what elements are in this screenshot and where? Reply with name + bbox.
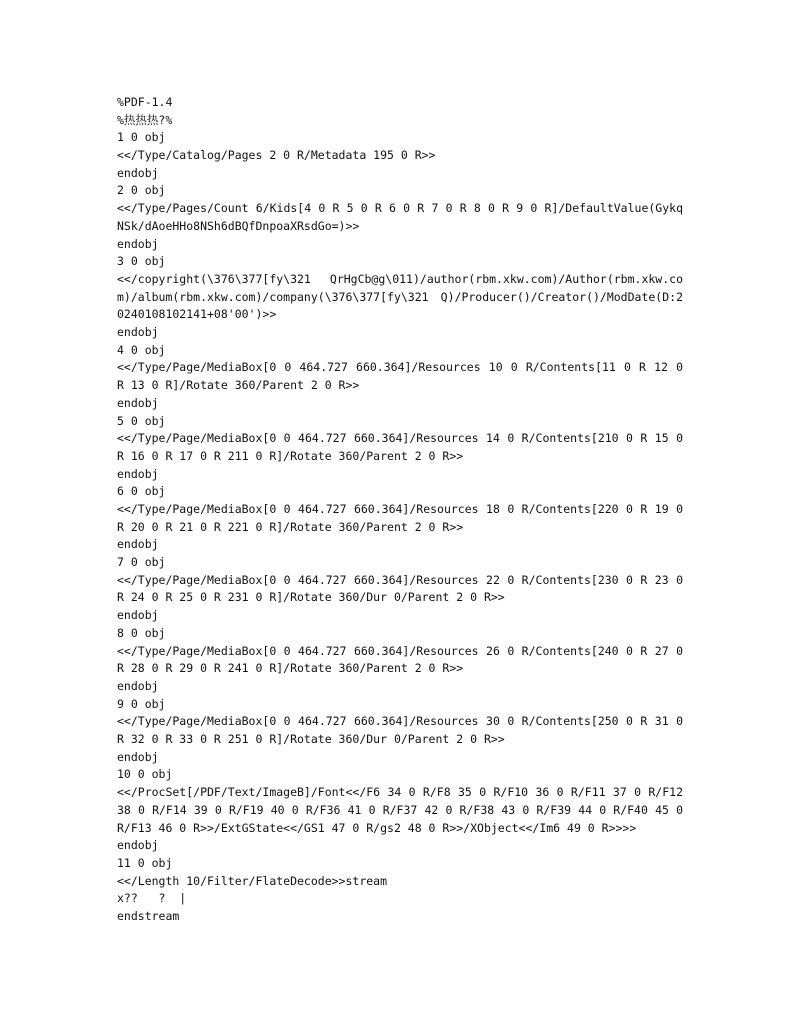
object-dictionary-line: <</Type/Page/MediaBox[0 0 464.727 660.364]/Resources 14 0 R/Contents[210 0 R 15 0 R 16 0 R 17 0 R 211 0 R]/Rotate 360/Parent 2 0 R>> — [117, 431, 683, 463]
object-dictionary-line: <</ProcSet[/PDF/Text/ImageB]/Font<</F6 34 0 R/F8 35 0 R/F10 36 0 R/F11 37 0 R/F12 38 0 R/F14 39 0 R/F19 40 0 R/F36 41 0 R/F37 42 0 R/F38 43 0 R/F39 44 0 R/F40 45 0 R/F13 46 0 R>>/ExtGState<</GS1 47 0 R/gs2 48 0 R>>/XObject<</Im6 49 0 R>>>> — [117, 785, 683, 835]
object-dictionary-line: <</Type/Page/MediaBox[0 0 464.727 660.364]/Resources 22 0 R/Contents[230 0 R 23 0 R 24 0 R 25 0 R 231 0 R]/Rotate 360/Dur 0/Parent 2 0 R>> — [117, 572, 683, 605]
endobj-line: endobj — [117, 236, 159, 251]
object-header-line: 7 0 obj — [117, 555, 166, 570]
object-header-line: 3 0 obj — [117, 254, 166, 269]
endobj-line: endobj — [117, 749, 159, 764]
object-dictionary-line: <</Type/Catalog/Pages 2 0 R/Metadata 195 0 R>> — [117, 148, 436, 163]
endobj-line: endobj — [117, 466, 159, 481]
object-dictionary-line: <</Type/Page/MediaBox[0 0 464.727 660.364]/Resources 18 0 R/Contents[220 0 R 19 0 R 20 0 R 21 0 R 221 0 R]/Rotate 360/Parent 2 0 R>> — [117, 501, 683, 534]
stream-dictionary-line: <</Length 10/Filter/FlateDecode>>stream — [117, 873, 388, 888]
object-dictionary-line: <</Type/Page/MediaBox[0 0 464.727 660.364]/Resources 26 0 R/Contents[240 0 R 27 0 R 28 0 R 29 0 R 241 0 R]/Rotate 360/Parent 2 0 R>> — [117, 643, 683, 676]
object-header-line: 11 0 obj — [117, 855, 173, 870]
endobj-line: endobj — [117, 537, 159, 552]
endobj-line: endobj — [117, 395, 159, 410]
object-header-line: 10 0 obj — [117, 767, 173, 782]
object-dictionary-line: <</Type/Page/MediaBox[0 0 464.727 660.364]/Resources 30 0 R/Contents[250 0 R 31 0 R 32 0 R 33 0 R 251 0 R]/Rotate 360/Dur 0/Parent 2 0 R>> — [117, 714, 683, 747]
endobj-line: endobj — [117, 165, 159, 180]
object-header-line: 9 0 obj — [117, 696, 166, 711]
pdf-binary-comment-line: %热热热?% — [117, 112, 173, 127]
pdf-header-line: %PDF-1.4 — [117, 95, 173, 109]
endobj-line: endobj — [117, 678, 159, 693]
object-header-line: 6 0 obj — [117, 484, 166, 499]
pdf-source-text — [117, 94, 683, 926]
object-header-line: 2 0 obj — [117, 183, 166, 198]
endstream-line: endstream — [117, 908, 180, 923]
object-dictionary-line: <</Type/Pages/Count 6/Kids[4 0 R 5 0 R 6 0 R 7 0 R 8 0 R 9 0 R]/DefaultValue(GykqNSk/dAoeHHo8NSh6dBQfDnpoaXRsdGo=)>> — [117, 201, 683, 233]
object-header-line: 5 0 obj — [117, 413, 166, 428]
endobj-line: endobj — [117, 325, 159, 340]
object-dictionary-line: <</copyright(\376\377[fy\321 QrHgCb@g\011)/author(rbm.xkw.com)/Author(rbm.xkw.com)/album(rbm.xkw.com)/company(\376\377[fy\321 Q)/Producer()/Creator()/ModDate(D:20240108102141+08'00')>> — [117, 271, 683, 322]
object-header-line: 1 0 obj — [117, 130, 166, 145]
object-header-line: 4 0 obj — [117, 342, 166, 357]
endobj-line: endobj — [117, 838, 159, 853]
object-header-line: 8 0 obj — [117, 625, 166, 640]
endobj-line: endobj — [117, 608, 159, 623]
stream-data-line: x?? ? | — [117, 891, 187, 906]
object-dictionary-line: <</Type/Page/MediaBox[0 0 464.727 660.364]/Resources 10 0 R/Contents[11 0 R 12 0 R 13 0 R]/Rotate 360/Parent 2 0 R>> — [117, 360, 683, 393]
